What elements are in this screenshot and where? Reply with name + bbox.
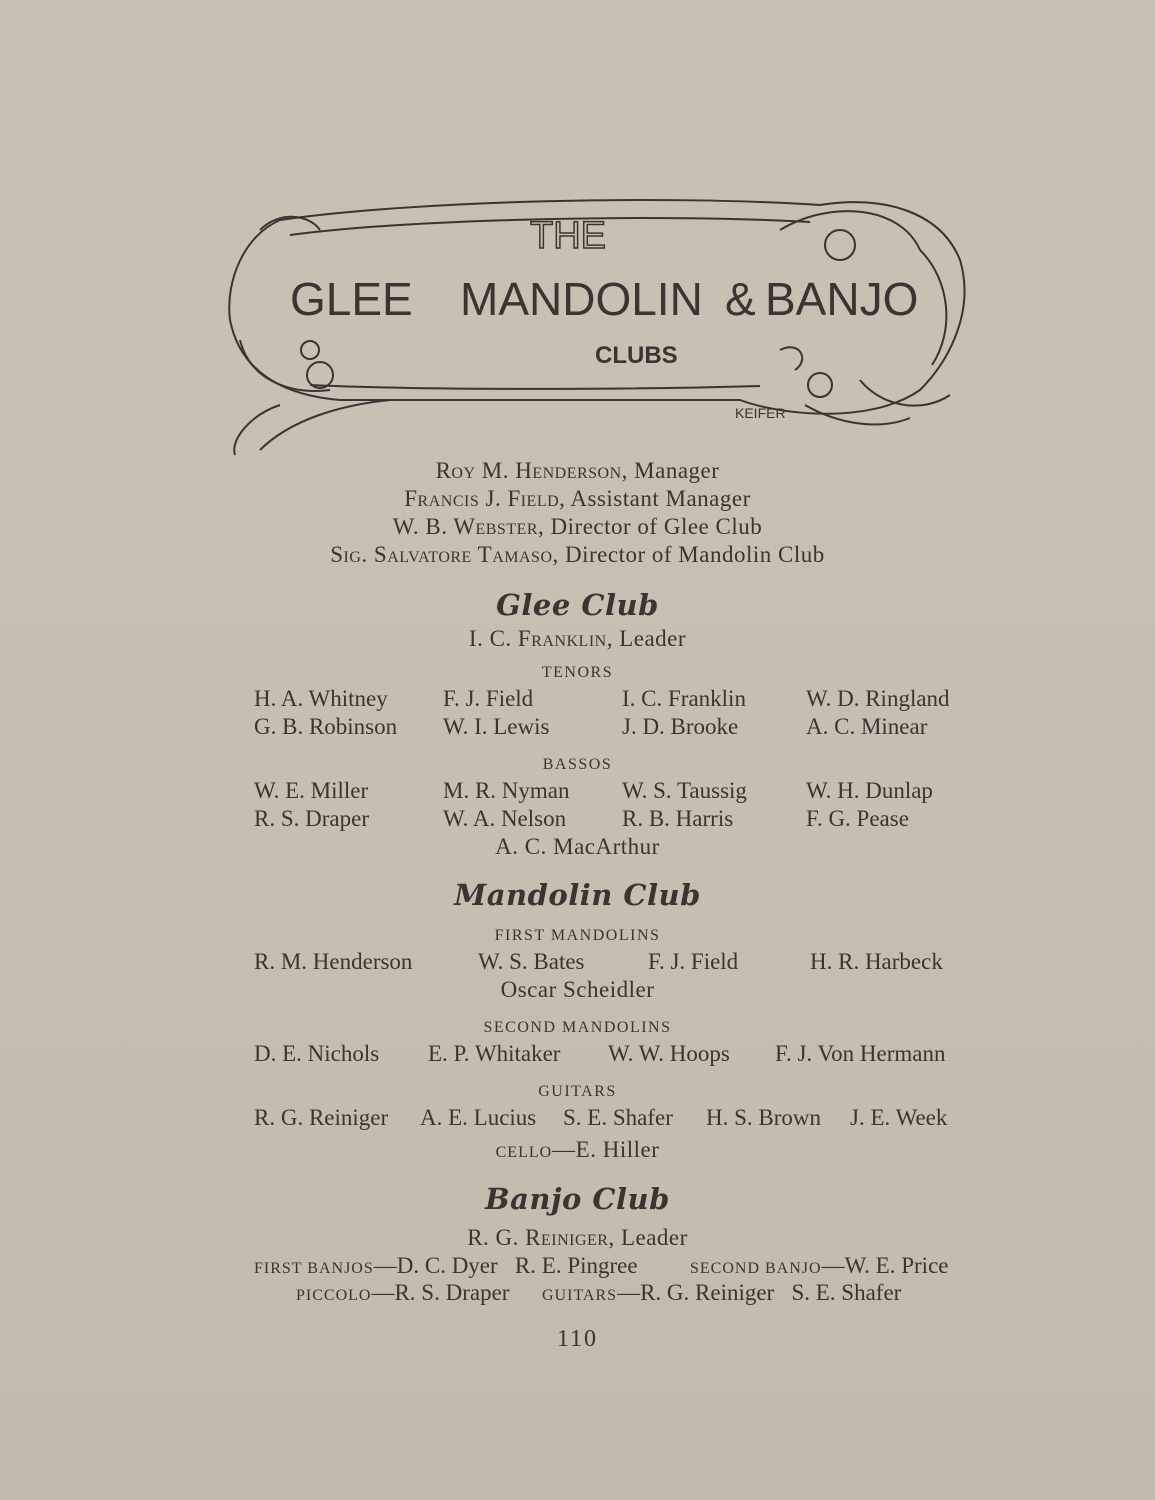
first-banjos-line: FIRST BANJOS—D. C. Dyer R. E. Pingree: [254, 1253, 638, 1278]
first-mandolin-name: Oscar Scheidler: [500, 977, 655, 1002]
tenor-name: W. D. Ringland: [806, 686, 950, 711]
guitar-name: R. G. Reiniger: [254, 1105, 389, 1130]
officer-line: W. B. Webster, Director of Glee Club: [392, 514, 763, 539]
basso-name: W. A. Nelson: [443, 806, 567, 831]
banner-mandolin-text: MANDOLIN: [460, 273, 703, 325]
cello-line: CELLO—E. Hiller: [495, 1137, 660, 1162]
second-mandolin-name: F. J. Von Hermann: [775, 1041, 946, 1066]
tenors-label: TENORS: [541, 664, 614, 681]
first-mandolin-name: F. J. Field: [648, 949, 739, 974]
bassos-label: BASSOS: [542, 756, 613, 773]
guitars-label: GUITARS: [538, 1083, 617, 1100]
second-mandolin-name: D. E. Nichols: [254, 1041, 380, 1066]
piccolo-line: PICCOLO––R. S. Draper: [296, 1280, 510, 1305]
banjo-leader-line: R. G. Reiniger, Leader: [467, 1225, 688, 1250]
header-banner: [220, 190, 970, 465]
basso-name: F. G. Pease: [806, 806, 909, 831]
first-mandolin-name: R. M. Henderson: [254, 949, 413, 974]
banner-the-text: THE: [530, 215, 606, 257]
first-mandolin-name: W. S. Bates: [478, 949, 585, 974]
basso-name: W. S. Taussig: [622, 778, 747, 803]
mandolin-club-heading: Mandolin Club: [454, 878, 701, 912]
guitar-name: S. E. Shafer: [563, 1105, 673, 1130]
basso-name: M. R. Nyman: [443, 778, 570, 803]
tenor-name: F. J. Field: [443, 686, 534, 711]
banner-clubs-text: CLUBS: [595, 342, 678, 369]
tenor-name: J. D. Brooke: [622, 714, 739, 739]
second-mandolin-name: W. W. Hoops: [608, 1041, 730, 1066]
basso-name: R. S. Draper: [254, 806, 369, 831]
officer-line: Francis J. Field, Assistant Manager: [404, 486, 751, 511]
tenor-name: I. C. Franklin: [622, 686, 746, 711]
basso-name: R. B. Harris: [622, 806, 734, 831]
banner-glee-text: GLEE: [290, 273, 413, 325]
basso-name: A. C. MacArthur: [495, 834, 660, 859]
guitar-name: J. E. Week: [850, 1105, 948, 1130]
officer-line: Sig. Salvatore Tamaso, Director of Mandolin Club: [330, 542, 825, 567]
second-mandolin-name: E. P. Whitaker: [428, 1041, 561, 1066]
basso-name: W. H. Dunlap: [806, 778, 933, 803]
glee-leader-line: I. C. Franklin, Leader: [468, 626, 687, 651]
second-mandolins-label: SECOND MANDOLINS: [483, 1019, 672, 1036]
banjo-guitars-line: GUITARS—R. G. Reiniger S. E. Shafer: [542, 1280, 902, 1305]
banner-artist-signature: KEIFER: [735, 405, 786, 421]
banner-banjo-text: BANJO: [765, 273, 919, 325]
banner-amp-text: &: [725, 273, 756, 325]
first-mandolins-label: FIRST MANDOLINS: [494, 927, 661, 944]
guitar-name: A. E. Lucius: [420, 1105, 537, 1130]
tenor-name: H. A. Whitney: [254, 686, 388, 711]
second-banjo-line: SECOND BANJO—W. E. Price: [690, 1253, 949, 1278]
glee-club-heading: Glee Club: [496, 588, 659, 622]
officer-line: Roy M. Henderson, Manager: [435, 458, 720, 483]
banner-scroll-illustration: [220, 190, 970, 465]
page-number: 110: [556, 1326, 599, 1352]
tenor-name: A. C. Minear: [806, 714, 928, 739]
banjo-club-heading: Banjo Club: [485, 1182, 670, 1216]
tenor-name: G. B. Robinson: [254, 714, 398, 739]
guitar-name: H. S. Brown: [706, 1105, 822, 1130]
first-mandolin-name: H. R. Harbeck: [810, 949, 943, 974]
basso-name: W. E. Miller: [254, 778, 369, 803]
tenor-name: W. I. Lewis: [443, 714, 550, 739]
